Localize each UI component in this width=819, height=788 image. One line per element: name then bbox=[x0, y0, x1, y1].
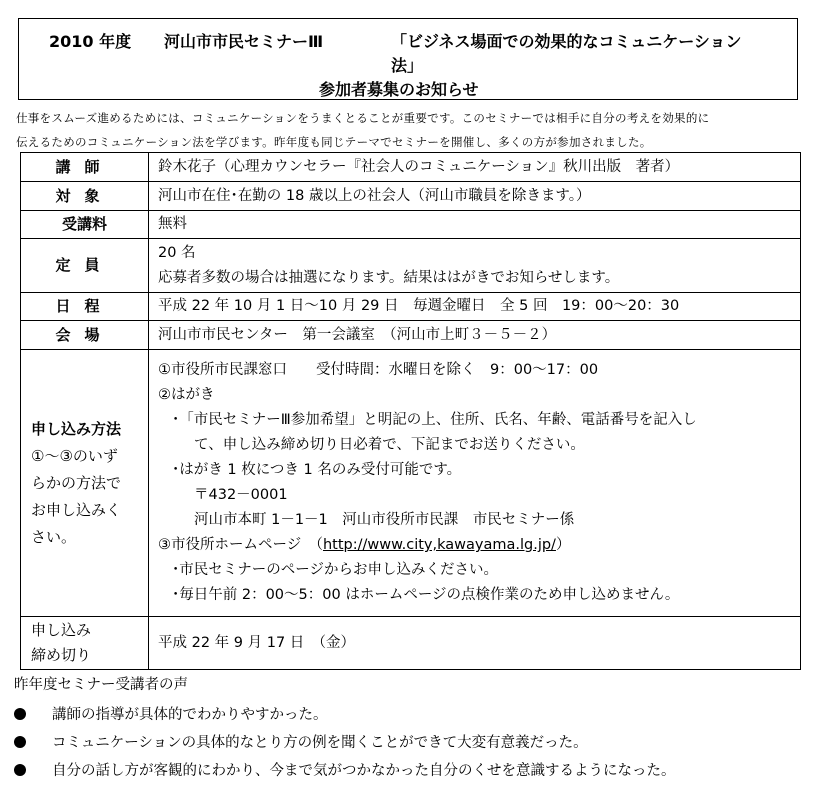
title-box bbox=[18, 18, 798, 100]
value-method bbox=[149, 350, 801, 617]
method-option-1: ①市役所市民課窓口 受付時間：水曜日を除く 9：00～17：00 bbox=[158, 362, 599, 378]
method-option-2: ②はがき bbox=[158, 387, 215, 403]
value-venue: 河山市市民センター 第一会議室 （河山市上町３－５－２） bbox=[149, 321, 801, 350]
row-capacity bbox=[21, 239, 801, 293]
voice-item bbox=[14, 703, 328, 724]
label-lecturer: 講師 bbox=[21, 153, 149, 182]
method-postcard-note-1: ･「市民セミナーⅢ参加希望」と明記の上、住所、氏名、年齢、電話番号を記入し bbox=[172, 412, 697, 428]
label-deadline-1: 申し込み bbox=[31, 621, 92, 639]
method-web-note-2: ･毎日午前 2：00～5：00 はホームページの点検作業のため申し込めません。 bbox=[172, 587, 680, 603]
method-option-3 bbox=[158, 533, 800, 558]
voice-item bbox=[14, 731, 588, 752]
method-option-3-suffix: ） bbox=[555, 537, 571, 553]
method-postcard-note-1b: て、申し込み締め切り日必着で、下記までお送りください。 bbox=[194, 437, 585, 453]
label-capacity: 定員 bbox=[21, 239, 149, 293]
label-deadline bbox=[21, 617, 149, 670]
method-web-note-1: ･市民セミナーのページからお申し込みください。 bbox=[172, 562, 498, 578]
label-schedule: 日程 bbox=[21, 293, 149, 321]
method-address: 河山市本町 1－1－1 河山市役所市民課 市民セミナー係 bbox=[194, 512, 575, 528]
label-target: 対象 bbox=[21, 182, 149, 211]
intro-line-1: 仕事をスムーズ進めるためには、コミュニケーションをうまくとることが重要です。このセミナーでは相手に自分の考えを効果的に bbox=[16, 111, 710, 125]
voice-item bbox=[14, 759, 676, 780]
value-lecturer: 鈴木花子（心理カウンセラー『社会人のコミュニケーション』秋川出版 著者） bbox=[149, 153, 801, 182]
bullet-icon bbox=[14, 736, 26, 748]
homepage-link[interactable]: http://www.city,kawayama.lg.jp/ bbox=[322, 537, 556, 553]
value-schedule: 平成 22 年 10 月 1 日～10 月 29 日 毎週金曜日 全 5 回 19：00～20：30 bbox=[149, 293, 801, 321]
value-capacity bbox=[149, 239, 801, 293]
label-deadline-2: 締め切り bbox=[31, 646, 92, 664]
method-desc-3: お申し込みく bbox=[31, 500, 122, 519]
label-fee: 受講料 bbox=[21, 211, 149, 239]
method-postcard-note-2: ･はがき 1 枚につき 1 名のみ受付可能です。 bbox=[172, 462, 462, 478]
method-option-3-prefix: ③市役所ホームページ （ bbox=[158, 537, 323, 553]
row-schedule bbox=[21, 293, 801, 321]
title-theme-line2: 法」 bbox=[391, 56, 424, 75]
value-fee: 無料 bbox=[149, 211, 801, 239]
voices-heading: 昨年度セミナー受講者の声 bbox=[14, 677, 188, 693]
method-postal-code: 〒432－0001 bbox=[194, 487, 288, 503]
intro-line-2: 伝えるためのコミュニケーション法を学びます。昨年度も同じテーマでセミナーを開催し、多くの方が参加されました。 bbox=[16, 135, 652, 149]
title-year: 2010 年度 bbox=[49, 32, 132, 51]
label-method bbox=[21, 350, 149, 617]
row-method bbox=[21, 350, 801, 617]
voice-text: 自分の話し方が客観的にわかり、今まで気がつかなかった自分のくせを意識するようになった。 bbox=[52, 763, 676, 779]
value-target: 河山市在住･在勤の 18 歳以上の社会人（河山市職員を除きます。） bbox=[149, 182, 801, 211]
row-target bbox=[21, 182, 801, 211]
voice-text: 講師の指導が具体的でわかりやすかった。 bbox=[52, 707, 328, 723]
method-desc-4: さい。 bbox=[31, 527, 77, 546]
title-theme-line1: 「ビジネス場面での効果的なコミュニケーション bbox=[391, 32, 742, 51]
method-desc-1: ①～③のいず bbox=[31, 446, 118, 465]
capacity-count: 20 名 bbox=[158, 244, 196, 261]
row-venue bbox=[21, 321, 801, 350]
method-desc-2: らかの方法で bbox=[31, 473, 122, 492]
info-table bbox=[20, 152, 801, 670]
voice-text: コミュニケーションの具体的なとり方の例を聞くことができて大変有意義だった。 bbox=[52, 735, 588, 751]
title-seminar-name: 河山市市民セミナーⅢ bbox=[164, 32, 324, 51]
row-deadline bbox=[21, 617, 801, 670]
capacity-note: 応募者多数の場合は抽選になります。結果ははがきでお知らせします。 bbox=[158, 269, 620, 286]
bullet-icon bbox=[14, 764, 26, 776]
row-lecturer bbox=[21, 153, 801, 182]
value-deadline: 平成 22 年 9 月 17 日 （金） bbox=[149, 617, 801, 670]
row-fee bbox=[21, 211, 801, 239]
bullet-icon bbox=[14, 708, 26, 720]
method-title: 申し込み方法 bbox=[31, 419, 122, 438]
label-venue: 会場 bbox=[21, 321, 149, 350]
title-subtitle: 参加者募集のお知らせ bbox=[319, 80, 479, 99]
